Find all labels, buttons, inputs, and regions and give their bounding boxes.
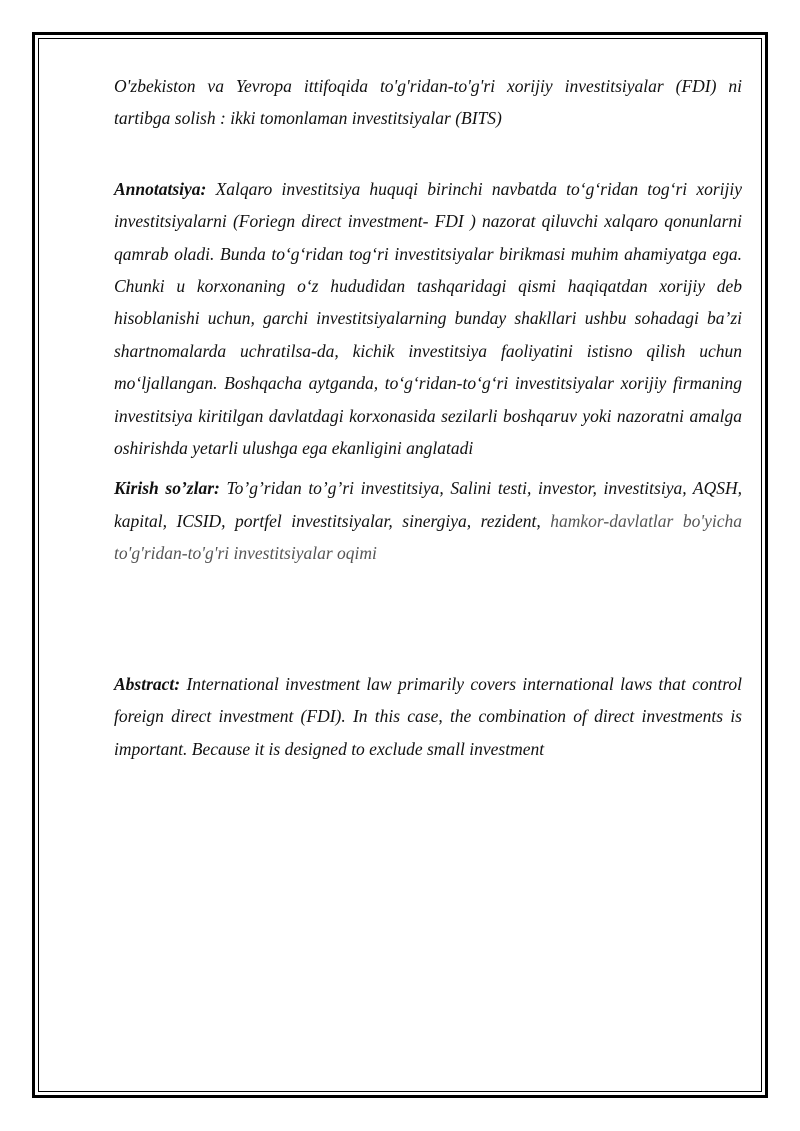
abstract-text: International investment law primarily covers international laws that control foreign direct investment (FDI). In this case, the combination of direct investments is important. Because it is designed to exclude small investment	[114, 673, 743, 759]
annotation-text: Xalqaro investitsiya huquqi birinchi navbatda to‘g‘ridan tog‘ri xorijiy investitsiyalarni (Foriegn direct investment- FDI ) nazorat qiluvchi xalqaro qonunlarni qamrab oladi. Bunda to‘g‘ridan tog‘ri investitsiyalar birikmasi muhim ahamiyatga ega. Chunki u korxonaning o‘z hududidan tashqaridagi qismi haqiqatdan xorijiy deb hisoblanishi uchun, garchi investitsiyalarning bunday shakllari ushbu sohadagi ba’zi shartnomalarda uchratilsa-da, kichik investitsiya faoliyatini istisno qilish uchun mo‘ljallangan. Boshqacha aytganda, to‘g‘ridan-to‘g‘ri investitsiyalar xorijiy firmaning investitsiya kiritilgan davlatdagi korxonasida sezilarli boshqaruv yoki nazoratni amalga oshirishda yetarli ulushga ega ekanligini anglatadi	[114, 178, 743, 459]
abstract-paragraph	[114, 668, 742, 765]
keywords-paragraph	[114, 472, 742, 569]
keywords-muted-text: hamkor-davlatlar bo'yicha to'g'ridan-to'g'ri investitsiyalar oqimi	[114, 510, 742, 564]
document-title: O'zbekiston va Yevropa ittifoqida to'g'ridan-to'g'ri xorijiy investitsiyalar (FDI) ni tartibga solish : ikki tomonlaman investitsiyalar (BITS)	[114, 76, 742, 129]
annotation-label: Annotatsiya:	[114, 178, 207, 199]
keywords-text: To’g’ridan to’g’ri investitsiya, Salini testi, investor, investitsiya, AQSH, kapital, ICSID, portfel investitsiyalar, sinergiya, rezident,	[114, 478, 743, 531]
keywords-label: Kirish so’zlar:	[114, 478, 220, 499]
abstract-label: Abstract:	[114, 673, 181, 694]
annotation-paragraph	[114, 173, 742, 465]
document-body	[114, 70, 742, 765]
